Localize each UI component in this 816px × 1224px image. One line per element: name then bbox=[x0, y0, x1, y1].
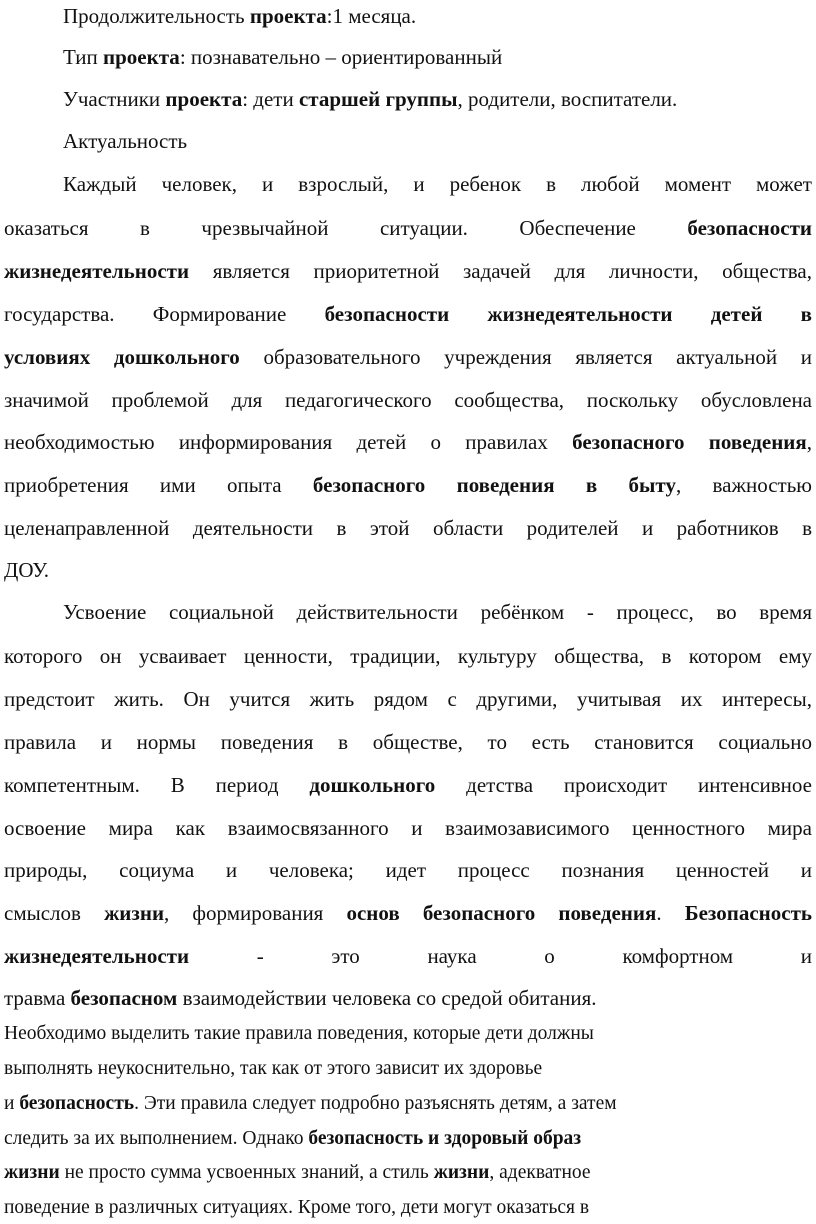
p1-l8-tail: , важностью bbox=[675, 473, 813, 497]
p2-line-7: природы, социума и человека; идет процесс познания ценностей и bbox=[4, 858, 812, 882]
p1-l5-text: образовательного учреждения является актуальной и bbox=[239, 345, 812, 369]
participants-label: Участники bbox=[63, 87, 166, 111]
p2-line-4: правила и нормы поведения в обществе, то есть становится социально bbox=[4, 730, 812, 754]
p1-l2-bold: безопасности bbox=[687, 216, 812, 240]
p2-line-2: которого он усваивает ценности, традиции, культуру общества, в котором ему bbox=[4, 644, 812, 668]
p1-l4-bold: безопасности жизнедеятельности детей в bbox=[324, 302, 812, 326]
p3-line-2: выполнять неукоснительно, так как от этого зависит их здоровье bbox=[4, 1058, 543, 1079]
p1-l8-text: приобретения ими опыта bbox=[4, 473, 313, 497]
p3-l3-text: и bbox=[4, 1093, 20, 1114]
p2-l5-text: компетентным. В период bbox=[4, 773, 310, 797]
p2-line-6: освоение мира как взаимосвязанного и взаимозависимого ценностного мира bbox=[4, 816, 812, 840]
p3-l5-bold-life2: жизни bbox=[433, 1162, 490, 1183]
participants-mid: : дети bbox=[242, 87, 299, 111]
p1-l3-text: является приоритетной задачей для личности, общества, bbox=[189, 259, 812, 283]
p2-line-3: предстоит жить. Он учится жить рядом с другими, учитывая их интересы, bbox=[4, 687, 812, 711]
p2-line-1: Усвоение социальной действительности ребёнком - процесс, во время bbox=[63, 600, 812, 624]
duration-label: Продолжительность bbox=[63, 4, 250, 28]
project-duration-line bbox=[63, 4, 416, 28]
p1-line-2 bbox=[4, 216, 812, 240]
p2-l8-dot: . bbox=[656, 901, 685, 925]
participants-bold-group: старшей группы bbox=[298, 87, 458, 111]
participants-value: , родители, воспитатели. bbox=[457, 87, 678, 111]
p1-line-8 bbox=[4, 473, 812, 497]
p1-l4-text: государства. Формирование bbox=[4, 302, 325, 326]
p2-line-10 bbox=[4, 986, 597, 1010]
p1-l3-bold: жизнедеятельности bbox=[4, 259, 190, 283]
p3-l5-tail: , адекватное bbox=[489, 1162, 591, 1183]
p1-l8-bold: безопасного поведения в быту bbox=[312, 473, 676, 497]
duration-value: :1 месяца. bbox=[326, 4, 417, 28]
type-label: Тип bbox=[63, 45, 104, 69]
p2-l10-tail: взаимодействии человека со средой обитания. bbox=[177, 986, 597, 1010]
p1-line-10: ДОУ. bbox=[4, 558, 50, 582]
p1-line-9: целенаправленной деятельности в этой области родителей и работников в bbox=[4, 516, 812, 540]
p3-line-1: Необходимо выделить такие правила поведения, которые дети должны bbox=[4, 1023, 594, 1044]
p1-line-5 bbox=[4, 345, 812, 369]
p1-line-3 bbox=[4, 259, 812, 283]
type-bold: проекта bbox=[103, 45, 180, 69]
p3-l5-bold-life: жизни bbox=[4, 1162, 60, 1183]
p1-l2-text: оказаться в чрезвычайной ситуации. Обеспечение bbox=[4, 216, 688, 240]
p3-l3-tail: . Эти правила следует подробно разъяснять детям, а затем bbox=[134, 1093, 617, 1114]
p2-line-8 bbox=[4, 901, 812, 925]
p3-l5-text: не просто сумма усвоенных знаний, а стиль bbox=[59, 1162, 434, 1183]
p2-l8-bold-life: жизни bbox=[104, 901, 165, 925]
p3-line-6: поведение в различных ситуациях. Кроме того, дети могут оказаться в bbox=[4, 1197, 590, 1218]
p1-line-4 bbox=[4, 302, 812, 326]
p2-l10-text: травма bbox=[4, 986, 71, 1010]
p2-l8-bold-safety: Безопасность bbox=[684, 901, 813, 925]
type-value: : познавательно – ориентированный bbox=[179, 45, 503, 69]
p1-l7-text: необходимостью информирования детей о правилах bbox=[4, 430, 573, 454]
p2-l9-bold: жизнедеятельности bbox=[4, 944, 190, 968]
p1-l5-bold: условиях дошкольного bbox=[4, 345, 240, 369]
p2-l9-text: - это наука о комфортном и bbox=[189, 944, 812, 968]
p2-line-5 bbox=[4, 773, 812, 797]
p2-l8-bold-basics: основ безопасного поведения bbox=[346, 901, 657, 925]
p2-l8-mid: , формирования bbox=[164, 901, 347, 925]
duration-bold: проекта bbox=[249, 4, 327, 28]
p1-line-6: значимой проблемой для педагогического сообщества, поскольку обусловлена bbox=[4, 388, 812, 412]
project-type-line bbox=[63, 45, 502, 69]
p3-l4-text: следить за их выполнением. Однако bbox=[4, 1128, 309, 1149]
project-participants-line bbox=[63, 87, 677, 111]
p3-l3-bold: безопасность bbox=[19, 1093, 135, 1114]
p2-l10-bold: безопасном bbox=[70, 986, 178, 1010]
p2-l8-text: смыслов bbox=[4, 901, 105, 925]
p2-line-9 bbox=[4, 944, 812, 968]
participants-bold-project: проекта bbox=[165, 87, 243, 111]
relevance-heading: Актуальность bbox=[63, 129, 188, 153]
p3-line-5 bbox=[4, 1161, 591, 1185]
p3-l4-bold: безопасность и здоровый образ bbox=[308, 1128, 582, 1149]
p1-l7-comma: , bbox=[806, 430, 813, 454]
p1-l7-bold: безопасного поведения bbox=[572, 430, 807, 454]
p3-line-3 bbox=[4, 1092, 617, 1116]
p3-line-4 bbox=[4, 1127, 581, 1151]
p1-line-1: Каждый человек, и взрослый, и ребенок в любой момент может bbox=[63, 172, 812, 196]
p2-l5-bold: дошкольного bbox=[309, 773, 436, 797]
p1-line-7 bbox=[4, 430, 812, 454]
p2-l5-tail: детства происходит интенсивное bbox=[435, 773, 812, 797]
